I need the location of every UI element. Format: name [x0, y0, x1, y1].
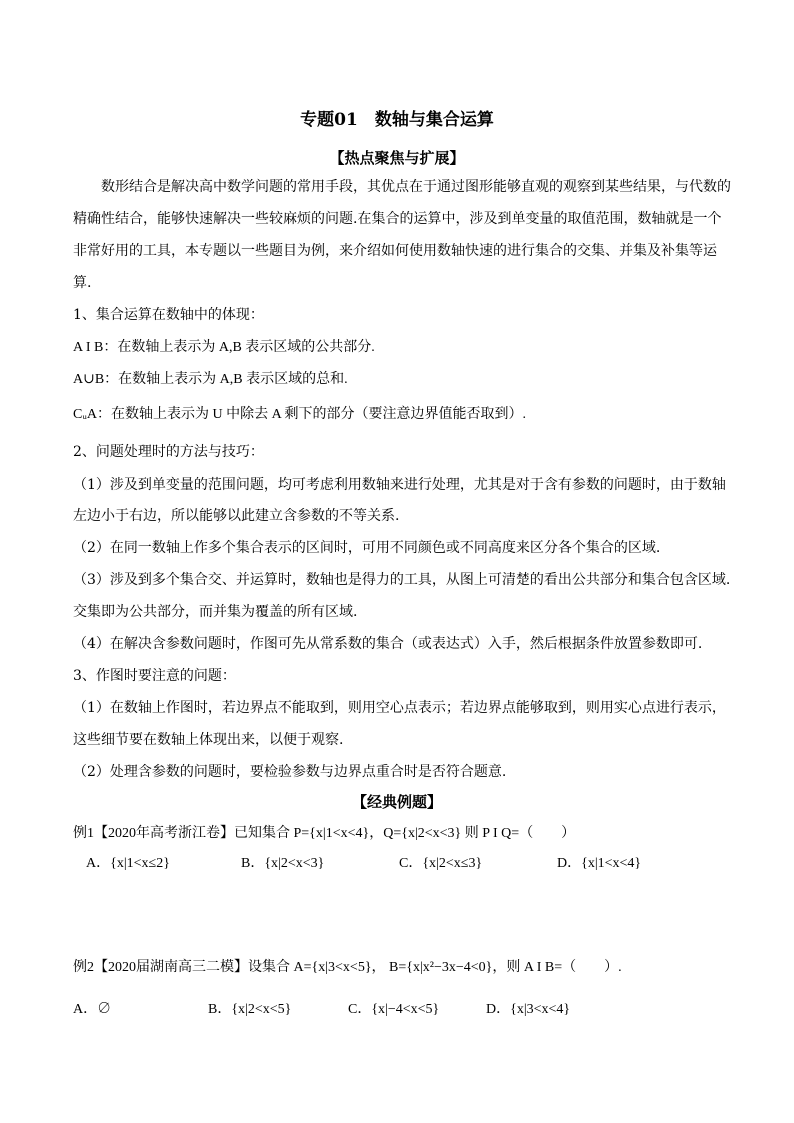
section1-intersection-line: A I B：在数轴上表示为 A,B 表示区域的公共部分. [73, 340, 375, 355]
example1-option-d: D．{x|1<x<4} [557, 856, 642, 871]
hot-focus-heading: 【热点聚焦与扩展】 [329, 149, 465, 167]
example1-option-c: C．{x|2<x≤3} [399, 856, 483, 871]
example2-option-c: C．{x|−4<x<5} [348, 1002, 440, 1017]
section2-heading: 2、问题处理时的方法与技巧： [73, 444, 264, 460]
section2-item3-line2: 交集即为公共部分，而并集为覆盖的所有区域. [73, 604, 358, 620]
example1-stem: 例1【2020年高考浙江卷】已知集合 P={x|1<x<4}，Q={x|2<x<3} 则 P I Q=（ ） [73, 826, 576, 841]
section2-item1-line2: 左边小于右边，所以能够以此建立含参数的不等关系. [73, 508, 400, 524]
section3-heading: 3、作图时要注意的问题： [73, 668, 236, 684]
intro-paragraph: 数形结合是解决高中数学问题的常用手段，其优点在于通过图形能够直观的观察到某些结果，与代数的精确性结合，能够快速解决一些较麻烦的问题.在集合的运算中，涉及到单变量的取值范围，数轴就是一个非常好用的工具，本专题以一些题目为例，来介绍如何使用数轴快速的进行集合的交集、并集及补集等运算. [73, 179, 731, 291]
example2-option-d: D．{x|3<x<4} [486, 1002, 571, 1017]
section2-item2: （2）在同一数轴上作多个集合表示的区间时，可用不同颜色或不同高度来区分各个集合的区域. [73, 540, 661, 556]
section3-item2: （2）处理含参数的问题时，要检验参数与边界点重合时是否符合题意. [73, 764, 507, 780]
section2-item3-line1: （3）涉及到多个集合交、并运算时，数轴也是得力的工具，从图上可清楚的看出公共部分和集合包含区域. [73, 572, 731, 588]
section1-complement-line: CᵤA：在数轴上表示为 U 中除去 A 剩下的部分（要注意边界值能否取到）. [73, 407, 526, 422]
page-title: 专题01 数轴与集合运算 [300, 110, 494, 130]
examples-heading: 【经典例题】 [351, 793, 442, 811]
example2-stem: 例2【2020届湖南高三二模】设集合 A={x|3<x<5}， B={x|x²−3x−4<0}，则 A I B=（ ）. [73, 960, 622, 975]
section1-union-line: A∪B：在数轴上表示为 A,B 表示区域的总和. [73, 372, 348, 387]
section2-item1-line1: （1）涉及到单变量的范围问题，均可考虑利用数轴来进行处理，尤其是对于含有参数的问题时，由于数轴 [73, 477, 726, 493]
example1-option-a: A．{x|1<x≤2} [86, 856, 170, 871]
section2-item4: （4）在解决含参数问题时，作图可先从常系数的集合（或表达式）入手，然后根据条件放置参数即可. [73, 636, 703, 652]
section1-heading: 1、集合运算在数轴中的体现： [73, 307, 264, 323]
example2-option-a: A．∅ [73, 1002, 112, 1017]
section3-item1-line2: 这些细节要在数轴上体现出来，以便于观察. [73, 732, 344, 748]
example1-option-b: B．{x|2<x<3} [241, 856, 325, 871]
section3-item1-line1: （1）在数轴上作图时，若边界点不能取到，则用空心点表示；若边界点能够取到，则用实心点进行表示， [73, 700, 726, 716]
example2-option-b: B．{x|2<x<5} [208, 1002, 292, 1017]
